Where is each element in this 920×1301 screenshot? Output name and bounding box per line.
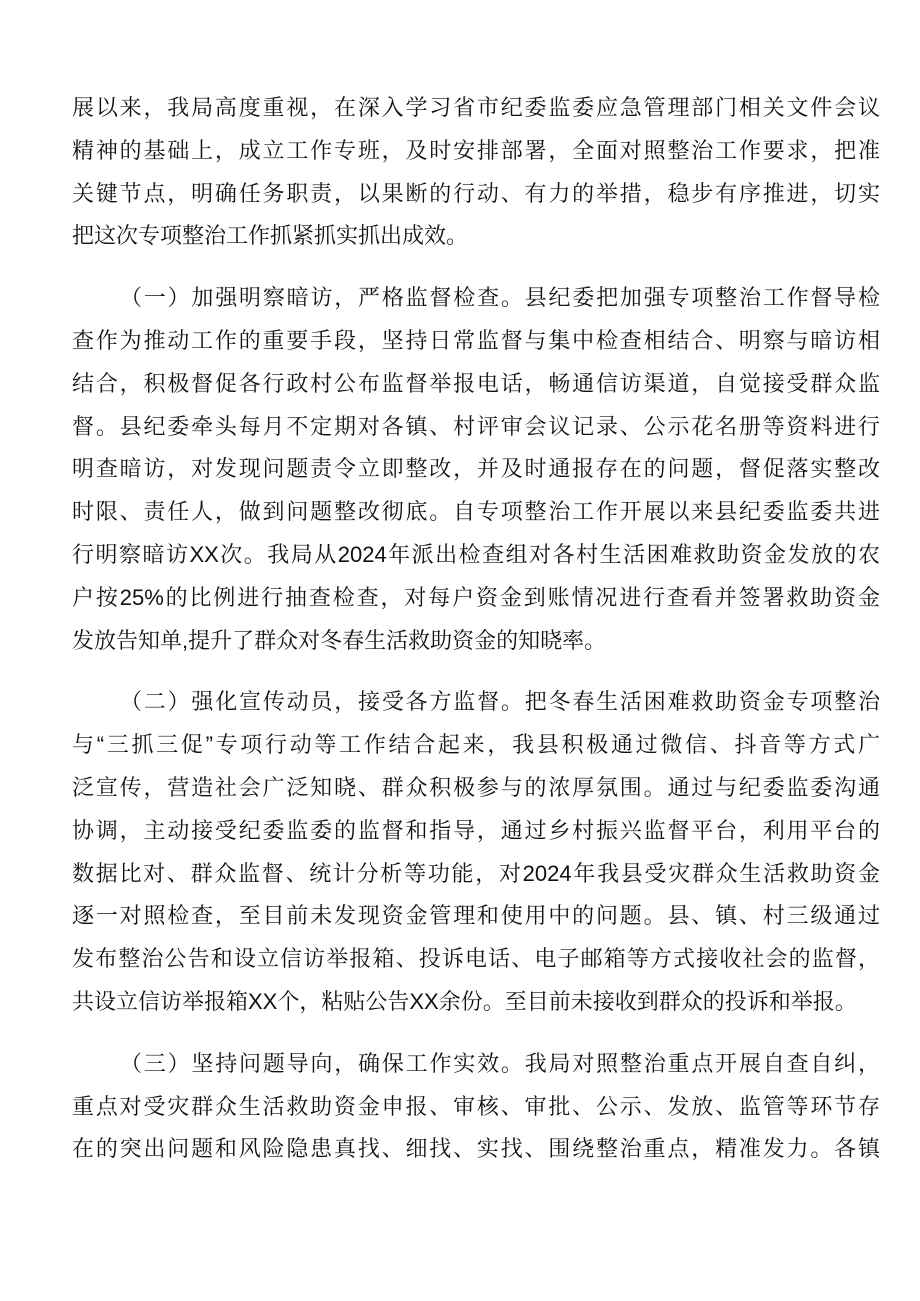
text-line: 共设立信访举报箱XX个，粘贴公告XX余份。至目前未接收到群众的投诉和举报。 xyxy=(72,988,857,1014)
paragraph-section-3 xyxy=(72,1043,880,1171)
text-line: （三）坚持问题导向，确保工作实效。我局对照整治重点开展自查自纠， xyxy=(120,1050,880,1076)
text-line: 查作为推动工作的重要手段，坚持日常监督与集中检查相结合、明察与暗访相 xyxy=(72,327,880,353)
text-line: 泛宣传，营造社会广泛知晓、群众积极参与的浓厚氛围。通过与纪委监委沟通 xyxy=(72,774,880,800)
text-line: （一）加强明察暗访，严格监督检查。县纪委把加强专项整治工作督导检 xyxy=(120,285,880,311)
paragraph-continued-intro xyxy=(72,87,880,258)
text-line: 结合，积极督促各行政村公布监督举报电话，畅通信访渠道，自觉接受群众监 xyxy=(72,370,880,396)
text-line: 逐一对照检查，至目前未发现资金管理和使用中的问题。县、镇、村三级通过 xyxy=(72,903,880,929)
text-line: （二）强化宣传动员，接受各方监督。把冬春生活困难救助资金专项整治 xyxy=(120,689,880,715)
text-line: 关键节点，明确任务职责，以果断的行动、有力的举措，稳步有序推进，切实 xyxy=(72,180,880,206)
text-line: 时限、责任人，做到问题整改彻底。自专项整治工作开展以来县纪委监委共进 xyxy=(72,499,880,525)
text-line: 明查暗访，对发现问题责令立即整改，并及时通报存在的问题，督促落实整改 xyxy=(72,456,880,482)
text-line: 展以来，我局高度重视，在深入学习省市纪委监委应急管理部门相关文件会议 xyxy=(72,95,880,120)
text-line: 精神的基础上，成立工作专班，及时安排部署，全面对照整治工作要求，把准 xyxy=(72,137,880,163)
text-line: 发放告知单,提升了群众对冬春生活救助资金的知晓率。 xyxy=(72,627,607,653)
text-line: 协调，主动接受纪委监委的监督和指导，通过乡村振兴监督平台，利用平台的 xyxy=(72,817,880,843)
paragraph-section-1 xyxy=(72,277,880,662)
text-line: 把这次专项整治工作抓紧抓实抓出成效。 xyxy=(72,223,469,249)
text-line: 行明察暗访XX次。我局从2024年派出检查组对各村生活困难救助资金发放的农 xyxy=(72,541,880,567)
text-line: 督。县纪委牵头每月不定期对各镇、村评审会议记录、公示花名册等资料进行 xyxy=(72,413,880,439)
text-line: 与“三抓三促”专项行动等工作结合起来，我县积极通过微信、抖音等方式广 xyxy=(72,732,880,758)
text-line: 数据比对、群众监督、统计分析等功能，对2024年我县受灾群众生活救助资金 xyxy=(72,860,880,886)
paragraph-section-2 xyxy=(72,681,880,1023)
text-line: 重点对受灾群众生活救助资金申报、审核、审批、公示、发放、监管等环节存 xyxy=(72,1093,880,1119)
text-line: 发布整治公告和设立信访举报箱、投诉电话、电子邮箱等方式接收社会的监督， xyxy=(72,946,880,972)
text-line: 户按25%的比例进行抽查检查，对每户资金到账情况进行查看并签署救助资金 xyxy=(72,584,880,610)
text-line: 在的突出问题和风险隐患真找、细找、实找、围绕整治重点，精准发力。各镇 xyxy=(72,1136,880,1162)
